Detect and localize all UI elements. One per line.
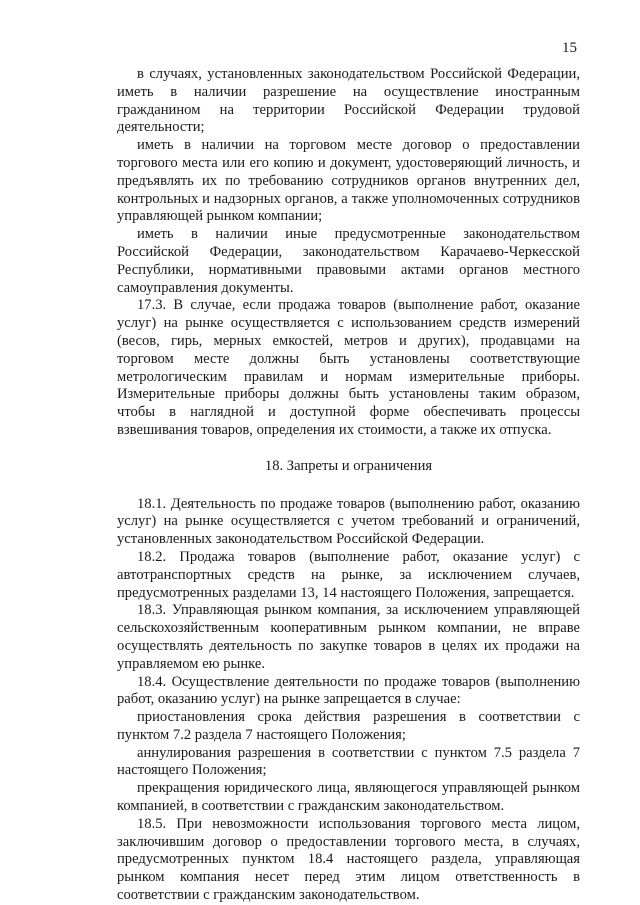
paragraph-17-3: 17.3. В случае, если продажа товаров (выполнение работ, оказание услуг) на рынке осуществляется с использованием средств измерений (весов, гирь, мерных емкостей, метров и других), продавцами на торговом месте должны быть установлены соответствующие метрологическим правилам и нормам измерительные приборы. Измерительные приборы должны быть установлены таким образом, чтобы в наглядной и доступной форме обеспечивать процессы взвешивания товаров, определения их стоимости, а также их отпуска.: [117, 297, 580, 438]
paragraph-18-1: 18.1. Деятельность по продаже товаров (выполнению работ, оказанию услуг) на рынке осуществляется с учетом требований и ограничений, установленных законодательством Российской Федерации.: [117, 495, 580, 548]
paragraph: прекращения юридического лица, являющегося управляющей рынком компанией, в соответствии с гражданским законодательством.: [117, 780, 580, 815]
paragraph-18-3: 18.3. Управляющая рынком компания, за исключением управляющей сельскохозяйственным кооперативным рынком компании, не вправе осуществлять деятельность по закупке товаров в целях их продажи на управляемом ею рынке.: [117, 602, 580, 672]
paragraph: аннулирования разрешения в соответствии с пунктом 7.5 раздела 7 настоящего Положения;: [117, 744, 580, 779]
paragraph: приостановления срока действия разрешения в соответствии с пунктом 7.2 раздела 7 настоящего Положения;: [117, 709, 580, 743]
paragraph-18-5: 18.5. При невозможности использования торгового места лицом, заключившим договор о предоставлении торгового места, в случаях, предусмотренных пунктом 18.4 настоящего раздела, управляющая рынком компания несет перед этим лицом ответственность в соответствии с гражданским законодательством.: [117, 815, 580, 904]
page-number: 15: [562, 40, 577, 56]
paragraph: иметь в наличии иные предусмотренные законодательством Российской Федерации, законодательством Карачаево-Черкесской Республики, нормативными правовыми актами органов местного самоуправления документы.: [117, 226, 580, 296]
page-content: [117, 66, 580, 905]
section-heading: 18. Запреты и ограничения: [264, 457, 433, 474]
paragraph: иметь в наличии на торговом месте договор о предоставлении торгового места или его копию и документ, удостоверяющий личность, и предъявлять их по требованию сотрудников органов внутренних дел, контрольных и надзорных органов, а также уполномоченных сотрудников управляющей рынком компании;: [117, 137, 580, 225]
paragraph-18-4: 18.4. Осуществление деятельности по продаже товаров (выполнению работ, оказанию услуг) на рынке запрещается в случае:: [117, 673, 580, 708]
paragraph-18-2: 18.2. Продажа товаров (выполнение работ, оказание услуг) с автотранспортных средств на рынке, за исключением случаев, предусмотренных разделами 13, 14 настоящего Положения, запрещается.: [117, 548, 580, 601]
paragraph: в случаях, установленных законодательством Российской Федерации, иметь в наличии разрешение на осуществление иностранным гражданином на территории Российской Федерации трудовой деятельности;: [117, 66, 580, 136]
